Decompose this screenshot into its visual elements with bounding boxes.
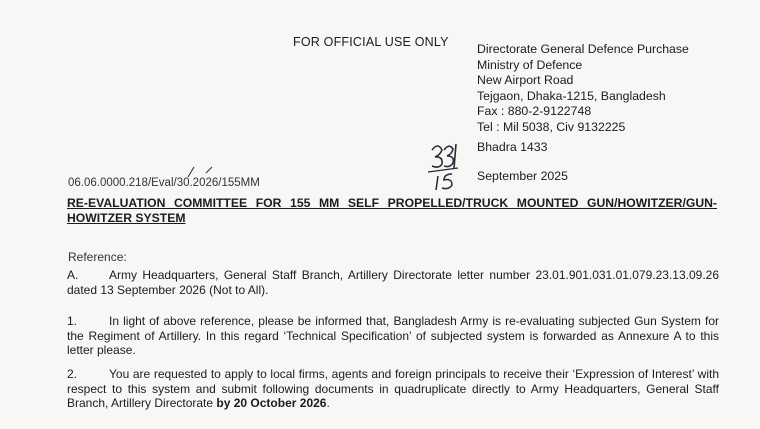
submission-deadline: by 20 October 2026 <box>216 396 327 411</box>
paragraph-text: In light of above reference, please be informed that, Bangladesh Army is re-evaluating subjected Gun System for the Regiment of Artillery. In this regard ‘Technical Specification’ of subjected system is forwarded as Annexure A to this letter please. <box>67 314 719 358</box>
address-line-tel: Tel : Mil 5038, Civ 9132225 <box>477 119 626 134</box>
paragraph-number: 1. <box>67 314 78 328</box>
classification-marking: FOR OFFICIAL USE ONLY <box>293 35 449 49</box>
date-english: September 2025 <box>477 169 568 183</box>
paragraph-text: Army Headquarters, General Staff Branch, Artillery Directorate letter number 23.01.901.031.01.079.23.13.09.26 dated 13 September 2026 (Not to All). <box>67 268 719 297</box>
paragraph-number: 2. <box>67 367 78 381</box>
address-line-office: Directorate General Defence Purchase <box>477 42 689 56</box>
address-line-ministry: Ministry of Defence <box>477 57 583 72</box>
paragraph-text: You are requested to apply to local firms, agents and foreign principals to receive their ‘Expression of Interest’ with respect to this system and submit following documents in quadruplicate directly to Army Headquarters, General Staff Branch, Artillery Directorate <box>67 367 719 411</box>
handwritten-number-signature <box>424 140 464 192</box>
letter-subject: RE-EVALUATION COMMITTEE FOR 155 MM SELF PROPELLED/TRUCK MOUNTED GUN/HOWITZER/GUN-HOWITZER SYSTEM <box>67 196 717 225</box>
reference-paragraph-a <box>67 268 719 297</box>
address-line-road: New Airport Road <box>477 73 574 88</box>
address-line-city: Tejgaon, Dhaka-1215, Bangladesh <box>477 88 666 103</box>
sender-address-block <box>477 42 689 136</box>
address-line-fax: Fax : 880-2-9122748 <box>477 104 592 119</box>
paragraph-2 <box>67 367 719 411</box>
reference-number: 06.06.0000.218/Eval/30.2026/155MM <box>68 177 260 189</box>
reference-label: Reference: <box>68 250 127 264</box>
paragraph-end: . <box>326 396 330 411</box>
date-bangla: Bhadra 1433 <box>477 140 548 154</box>
paragraph-number: A. <box>67 268 79 282</box>
paragraph-1 <box>67 314 719 358</box>
handwritten-tick-mark <box>186 165 216 179</box>
